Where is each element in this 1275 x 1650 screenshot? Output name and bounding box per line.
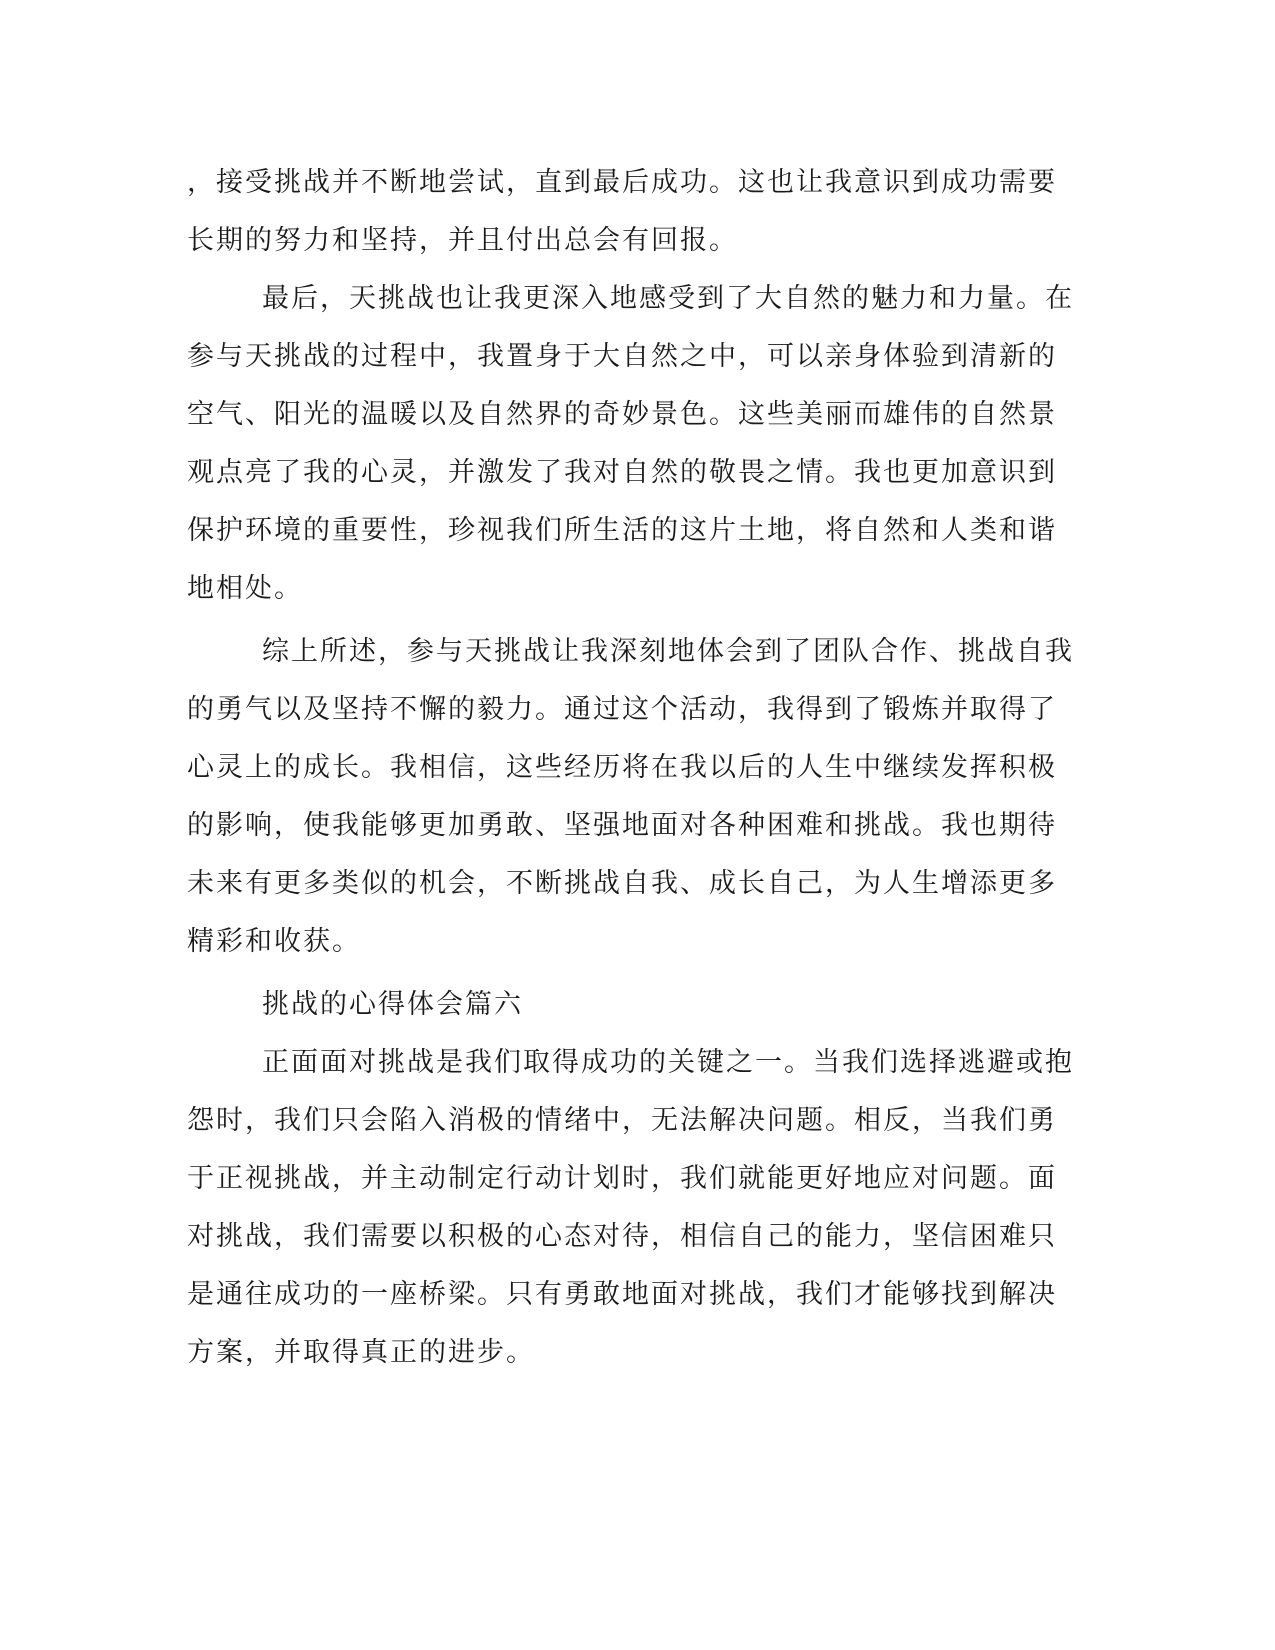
paragraph-line: 综上所述，参与天挑战让我深刻地体会到了团队合作、挑战自我 (262, 636, 1074, 667)
paragraph-line: 方案，并取得真正的进步。 (187, 1337, 535, 1368)
paragraph-line: 参与天挑战的过程中，我置身于大自然之中，可以亲身体验到清新的 (187, 341, 1057, 372)
paragraph-line: 的影响，使我能够更加勇敢、坚强地面对各种困难和挑战。我也期待 (187, 810, 1057, 841)
paragraph-line: 的勇气以及坚持不懈的毅力。通过这个活动，我得到了锻炼并取得了 (187, 694, 1057, 725)
paragraph-line: 正面面对挑战是我们取得成功的关键之一。当我们选择逃避或抱 (262, 1047, 1074, 1078)
paragraph-line: 心灵上的成长。我相信，这些经历将在我以后的人生中继续发挥积极 (187, 752, 1057, 783)
paragraph-line: ，接受挑战并不断地尝试，直到最后成功。这也让我意识到成功需要 (187, 167, 1057, 198)
paragraph-line: 长期的努力和坚持，并且付出总会有回报。 (187, 225, 738, 256)
paragraph-line: 地相处。 (187, 573, 303, 604)
section-heading: 挑战的心得体会篇六 (262, 989, 523, 1020)
paragraph-line: 对挑战，我们需要以积极的心态对待，相信自己的能力，坚信困难只 (187, 1221, 1057, 1252)
paragraph-line: 未来有更多类似的机会，不断挑战自我、成长自己，为人生增添更多 (187, 868, 1057, 899)
paragraph-line: 是通往成功的一座桥梁。只有勇敢地面对挑战，我们才能够找到解决 (187, 1279, 1057, 1310)
paragraph-line: 保护环境的重要性，珍视我们所生活的这片土地，将自然和人类和谐 (187, 515, 1057, 546)
paragraph-line: 观点亮了我的心灵，并激发了我对自然的敬畏之情。我也更加意识到 (187, 457, 1057, 488)
paragraph-line: 空气、阳光的温暖以及自然界的奇妙景色。这些美丽而雄伟的自然景 (187, 399, 1057, 430)
paragraph-line: 最后，天挑战也让我更深入地感受到了大自然的魅力和力量。在 (262, 283, 1074, 314)
paragraph-line: 怨时，我们只会陷入消极的情绪中，无法解决问题。相反，当我们勇 (187, 1105, 1057, 1136)
paragraph-line: 精彩和收获。 (187, 926, 361, 957)
paragraph-line: 于正视挑战，并主动制定行动计划时，我们就能更好地应对问题。面 (187, 1163, 1057, 1194)
